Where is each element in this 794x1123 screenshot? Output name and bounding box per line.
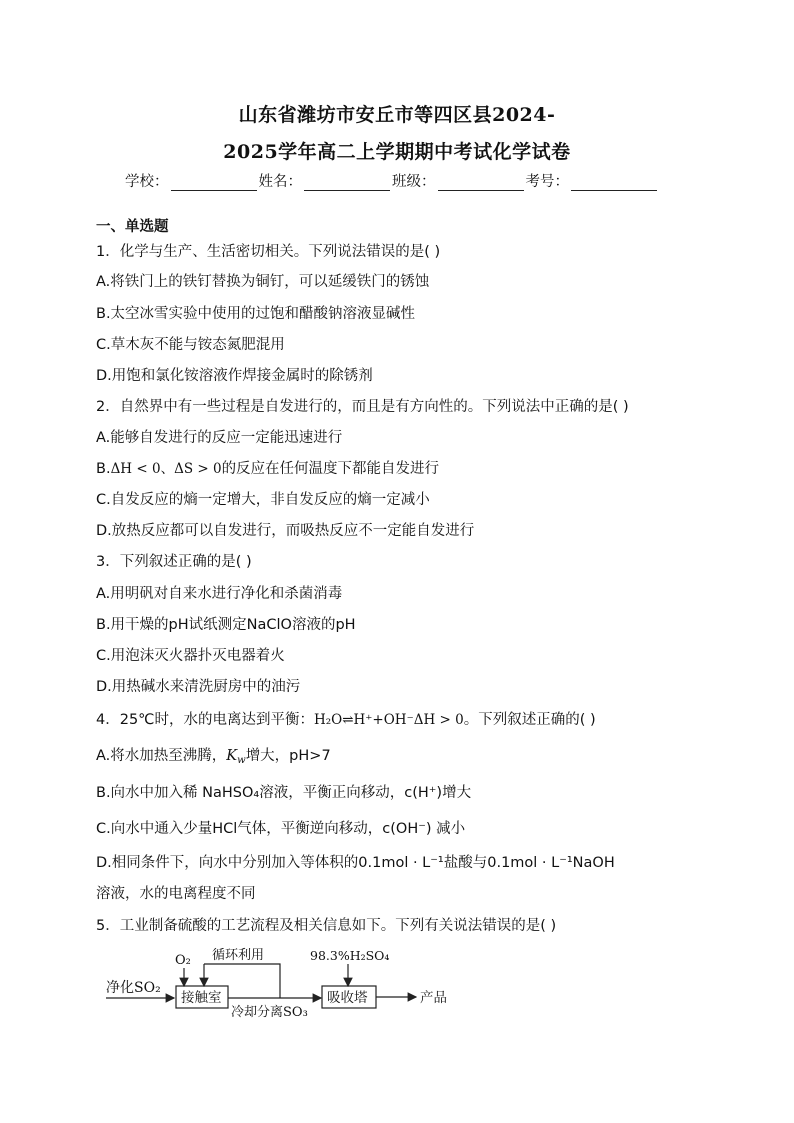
q4-stem (96, 708, 596, 729)
q3-option-c: C.用泡沫灭火器扑灭电器着火 (96, 648, 285, 664)
q4-option-a-suffix: 增大，pH>7 (245, 748, 331, 764)
school-label: 学校： (125, 174, 169, 190)
q2-option-d: D.放热反应都可以自发进行，而吸热反应不一定能自发进行 (96, 523, 475, 539)
q2-stem: 2．自然界中有一些过程是自发进行的，而且是有方向性的。下列说法中正确的是( ) (96, 399, 629, 415)
q4-option-d-line-2: 溶液，水的电离程度不同 (96, 886, 256, 902)
q1-option-b: B.太空冰雪实验中使用的过饱和醋酸钠溶液显碱性 (96, 306, 416, 322)
name-label: 姓名： (258, 174, 302, 190)
acid-label: 98.3%H₂SO₄ (310, 948, 390, 963)
q3-stem: 3．下列叙述正确的是( ) (96, 554, 252, 570)
q4-equilibrium: H₂O⇌H⁺+OH⁻ΔH > 0 (313, 712, 464, 728)
q4-stem-suffix: 。下列叙述正确的( ) (463, 712, 596, 728)
q2-option-b-suffix: 的反应在任何温度下都能自发进行 (221, 461, 440, 477)
q1-option-d: D.用饱和氯化铵溶液作焊接金属时的除锈剂 (96, 368, 373, 384)
product-label: 产品 (420, 990, 447, 1006)
q4-option-a-prefix: A.将水加热至沸腾， (96, 748, 227, 764)
q2-option-a: A.能够自发进行的反应一定能迅速进行 (96, 430, 343, 446)
q4-option-c: C.向水中通入少量HCl气体，平衡逆向移动，c(OH⁻) 减小 (96, 821, 466, 837)
q1-option-c: C.草木灰不能与铵态氮肥混用 (96, 337, 285, 353)
q4-option-d-line-1: D.相同条件下，向水中分别加入等体积的0.1mol · L⁻¹盐酸与0.1mol · L⁻¹NaOH (96, 855, 615, 871)
q5-stem: 5．工业制备硫酸的工艺流程及相关信息如下。下列有关说法错误的是( ) (96, 918, 557, 934)
student-info-row (125, 170, 659, 191)
q3-option-d: D.用热碱水来清洗厨房中的油污 (96, 679, 301, 695)
q2-option-b (96, 457, 439, 478)
q1-option-a: A.将铁门上的铁钉替换为铜钉，可以延缓铁门的锈蚀 (96, 274, 430, 290)
recycle-label: 循环利用 (212, 948, 265, 963)
q2-option-c: C.自发反应的熵一定增大，非自发反应的熵一定减小 (96, 492, 430, 508)
sulfuric-acid-process-diagram (100, 942, 460, 1022)
absorption-tower-label: 吸收塔 (327, 990, 368, 1006)
q4-kw-sub: w (237, 755, 246, 766)
q4-option-b: B.向水中加入稀 NaHSO₄溶液，平衡正向移动，c(H⁺)增大 (96, 785, 472, 801)
q2-option-b-math: ΔH < 0、ΔS > 0 (110, 461, 222, 477)
title-line-1: 山东省潍坊市安丘市等四区县2024- (238, 104, 556, 126)
title-line-2: 2025学年高二上学期期中考试化学试卷 (223, 141, 571, 163)
exam-number-label: 考号： (525, 174, 569, 190)
class-label: 班级： (392, 174, 436, 190)
q2-option-b-prefix: B. (96, 461, 111, 477)
class-field[interactable] (438, 174, 524, 191)
input-so2-label: 净化SO₂ (106, 980, 161, 996)
contact-chamber-label: 接触室 (181, 990, 222, 1006)
cooling-separation-label: 冷却分离SO₃ (231, 1005, 308, 1020)
school-field[interactable] (171, 174, 257, 191)
q4-kw: K (226, 748, 238, 764)
name-field[interactable] (304, 174, 390, 191)
q3-option-a: A.用明矾对自来水进行净化和杀菌消毒 (96, 586, 343, 602)
q3-option-b: B.用干燥的pH试纸测定NaClO溶液的pH (96, 617, 356, 633)
section-title: 一、单选题 (96, 219, 169, 235)
q1-stem: 1．化学与生产、生活密切相关。下列说法错误的是( ) (96, 244, 441, 260)
o2-label: O₂ (175, 953, 191, 968)
q4-stem-prefix: 4．25℃时，水的电离达到平衡： (96, 712, 314, 728)
exam-number-field[interactable] (571, 174, 657, 191)
q4-option-a (96, 744, 331, 766)
